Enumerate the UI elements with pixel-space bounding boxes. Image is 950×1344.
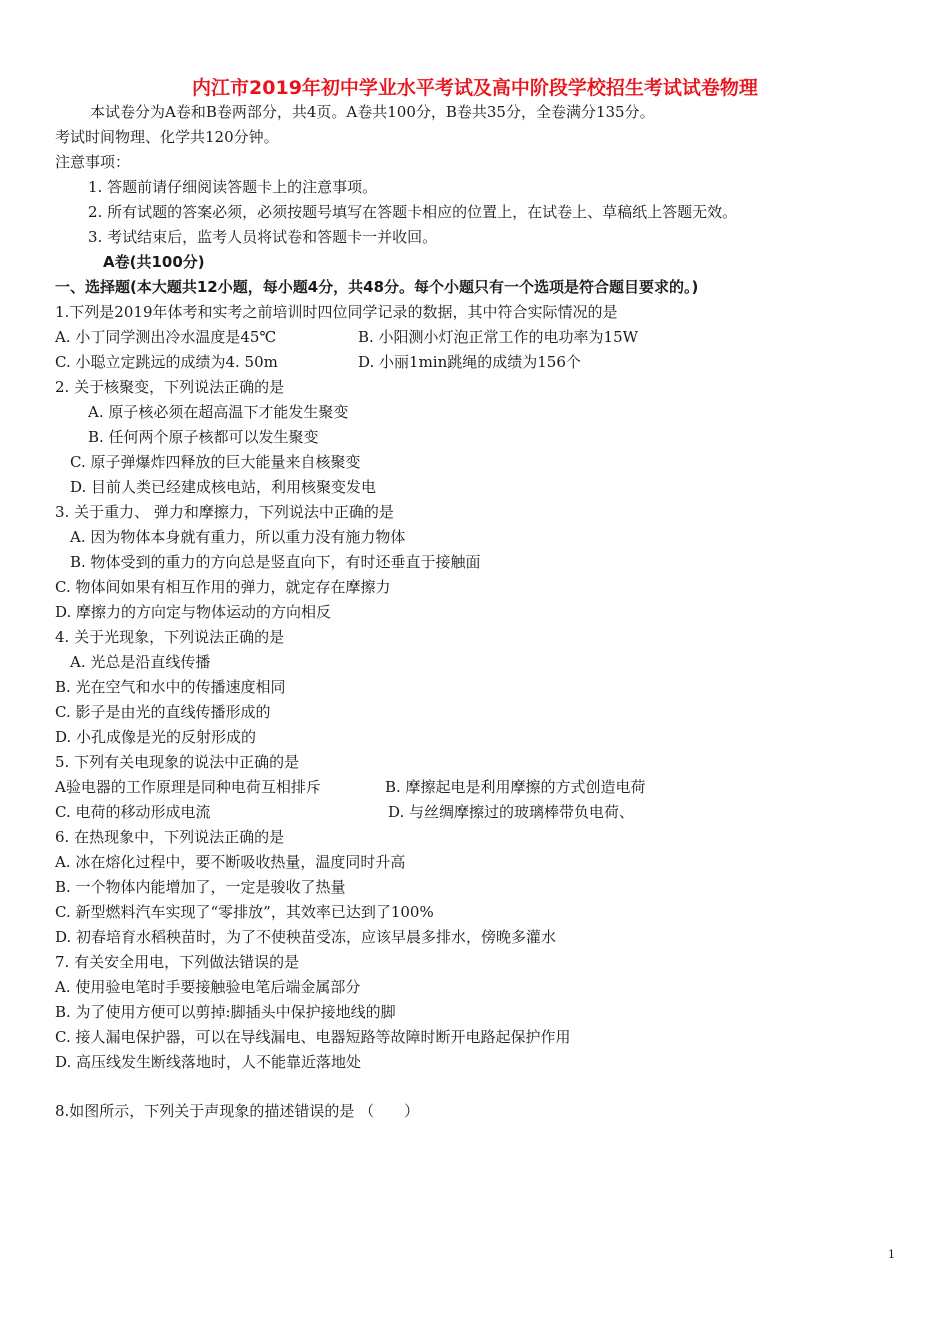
question-3-option-d: D. 摩擦力的方向定与物体运动的方向相反 xyxy=(55,603,332,621)
question-4-option-b: B. 光在空气和水中的传播速度相同 xyxy=(55,678,286,696)
question-3-stem: 3. 关于重力、 弹力和摩擦力，下列说法中正确的是 xyxy=(55,503,394,521)
question-4-option-a: A. 光总是沿直线传播 xyxy=(70,653,211,671)
question-4-option-d: D. 小孔成像是光的反射形成的 xyxy=(55,728,257,746)
question-6-option-a: A. 冰在熔化过程中，要不断吸收热量，温度同时升高 xyxy=(55,853,406,871)
page-number: 1 xyxy=(888,1248,895,1261)
question-1-option-a: A. 小丁同学测出冷水温度是45℃ xyxy=(55,328,277,346)
question-8-stem: 8.如图所示，下列关于声现象的描述错误的是 （ ） xyxy=(55,1102,420,1120)
question-2-stem: 2. 关于核聚变，下列说法正确的是 xyxy=(55,378,285,396)
question-7-option-a: A. 使用验电笔时手要接触验电笔后端金属部分 xyxy=(55,978,361,996)
note-item-3: 3. 考试结束后，监考人员将试卷和答题卡一并收回。 xyxy=(88,228,438,246)
exam-title: 内江市2019年初中学业水平考试及高中阶段学校招生考试试卷物理 xyxy=(192,77,758,99)
question-1-option-c: C. 小聪立定跳远的成绩为4. 50m xyxy=(55,353,278,371)
question-7-option-b: B. 为了使用方便可以剪掉:脚插头中保护接地线的脚 xyxy=(55,1003,396,1021)
question-1-stem: 1.下列是2019年体考和实考之前培训时四位同学记录的数据，其中符合实际情况的是 xyxy=(55,303,618,321)
question-1-option-d: D. 小丽1min跳绳的成绩为156个 xyxy=(358,353,581,371)
question-3-option-b: B. 物体受到的重力的方向总是竖直向下，有时还垂直于接触面 xyxy=(70,553,481,571)
question-2-option-b: B. 任何两个原子核都可以发生聚变 xyxy=(88,428,319,446)
question-7-option-c: C. 接人漏电保护器，可以在导线漏电、电器短路等故障时断开电路起保护作用 xyxy=(55,1028,571,1046)
question-2-option-a: A. 原子核必须在超高温下才能发生聚变 xyxy=(88,403,349,421)
question-5-option-b: B. 摩擦起电是利用摩擦的方式创造电荷 xyxy=(385,778,646,796)
section-a-heading: A卷(共100分) xyxy=(103,253,205,271)
question-7-stem: 7. 有关安全用电，下列做法错误的是 xyxy=(55,953,300,971)
part-1-heading: 一、选择题(本大题共12小题，每小题4分，共48分。每个小题只有一个选项是符合题目要求的。) xyxy=(55,278,699,296)
question-2-option-d: D. 目前人类已经建成核电站，利用核聚变发电 xyxy=(70,478,377,496)
question-4-stem: 4. 关于光现象，下列说法正确的是 xyxy=(55,628,285,646)
question-6-option-c: C. 新型燃料汽车实现了“零排放”，其效率已达到了100% xyxy=(55,903,434,921)
question-3-option-a: A. 因为物体本身就有重力，所以重力没有施力物体 xyxy=(70,528,406,546)
question-2-option-c: C. 原子弹爆炸四释放的巨大能量来自核聚变 xyxy=(70,453,361,471)
question-6-option-b: B. 一个物体内能增加了，一定是骏收了热量 xyxy=(55,878,346,896)
question-1-option-b: B. 小阳测小灯泡正常工作的电功率为15W xyxy=(358,328,639,346)
question-3-option-c: C. 物体间如果有相互作用的弹力，就定存在摩擦力 xyxy=(55,578,391,596)
question-5-stem: 5. 下列有关电现象的说法中正确的是 xyxy=(55,753,300,771)
question-6-stem: 6. 在热现象中，下列说法正确的是 xyxy=(55,828,285,846)
question-6-option-d: D. 初春培育水稻秧苗时，为了不使秧苗受冻，应该早晨多排水，傍晚多灌水 xyxy=(55,928,557,946)
question-5-option-a: A验电器的工作原理是同种电荷互相排斥 xyxy=(55,778,321,796)
notes-heading: 注意事项： xyxy=(55,153,131,171)
note-item-1: 1. 答题前请仔细阅读答题卡上的注意事项。 xyxy=(88,178,378,196)
note-item-2: 2. 所有试题的答案必须，必须按题号填写在答题卡相应的位置上，在试卷上、草稿纸上答题无效。 xyxy=(88,203,738,221)
question-4-option-c: C. 影子是由光的直线传播形成的 xyxy=(55,703,271,721)
question-7-option-d: D. 高压线发生断线落地时，人不能靠近落地处 xyxy=(55,1053,362,1071)
intro-line-1: 本试卷分为A卷和B卷两部分，共4页。A卷共100分，B卷共35分，全卷满分135分。 xyxy=(90,103,655,121)
question-5-option-c: C. 电荷的移动形成电流 xyxy=(55,803,211,821)
question-5-option-d: D. 与丝绸摩擦过的玻璃棒带负电荷、 xyxy=(388,803,635,821)
intro-line-2: 考试时间物理、化学共120分钟。 xyxy=(55,128,279,146)
